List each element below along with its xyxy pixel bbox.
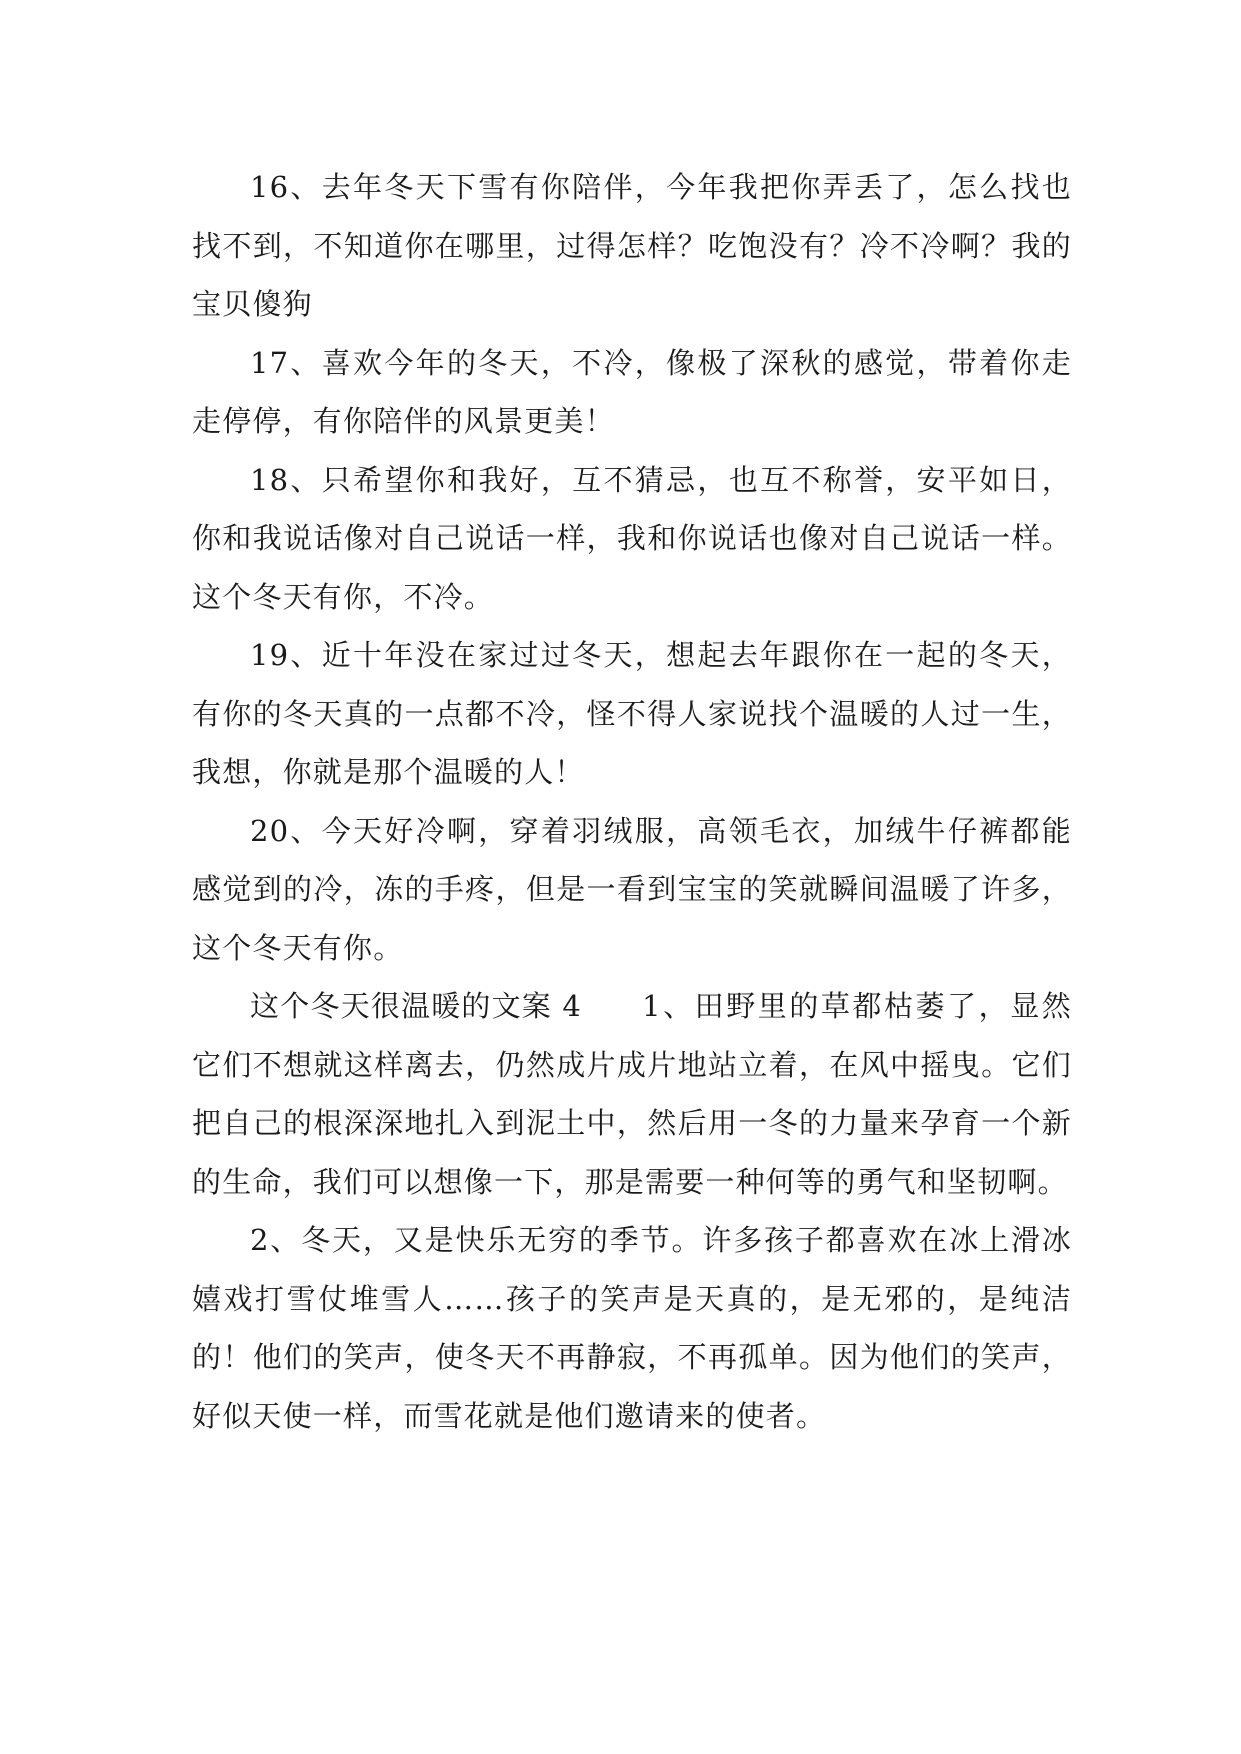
paragraph-19: 19、近十年没在家过过冬天，想起去年跟你在一起的冬天，有你的冬天真的一点都不冷，怪不得人家说找个温暖的人过一生，我想，你就是那个温暖的人！ [192,638,1072,789]
paragraph-17: 17、喜欢今年的冬天，不冷，像极了深秋的感觉，带着你走走停停，有你陪伴的风景更美！ [192,345,1072,438]
document-body [192,158,1072,1445]
section-paragraph-1 [192,977,1072,1211]
section-heading: 这个冬天很温暖的文案 4 [250,989,583,1023]
paragraph-20: 20、今天好冷啊，穿着羽绒服，高领毛衣，加绒牛仔裤都能感觉到的冷，冻的手疼，但是一看到宝宝的笑就瞬间温暖了许多，这个冬天有你。 [192,813,1072,965]
paragraph-16: 16、去年冬天下雪有你陪伴，今年我把你弄丢了，怎么找也找不到，不知道你在哪里，过得怎样？吃饱没有？冷不冷啊？我的宝贝傻狗 [192,170,1072,321]
section-paragraph-2: 2、冬天，又是快乐无穷的季节。许多孩子都喜欢在冰上滑冰嬉戏打雪仗堆雪人……孩子的笑声是天真的，是无邪的，是纯洁的！他们的笑声，使冬天不再静寂，不再孤单。因为他们的笑声，好似天使一样，而雪花就是他们邀请来的使者。 [192,1223,1072,1433]
section-first-text: 1、田野里的草都枯萎了，显然它们不想就这样离去，仍然成片成片地站立着，在风中摇曳。它们把自己的根深深地扎入到泥土中，然后用一冬的力量来孕育一个新的生命，我们可以想像一下，那是需要一种何等的勇气和坚韧啊。 [192,989,1072,1199]
paragraph-18: 18、只希望你和我好，互不猜忌，也互不称誉，安平如日，你和我说话像对自己说话一样，我和你说话也像对自己说话一样。这个冬天有你，不冷。 [192,462,1072,614]
